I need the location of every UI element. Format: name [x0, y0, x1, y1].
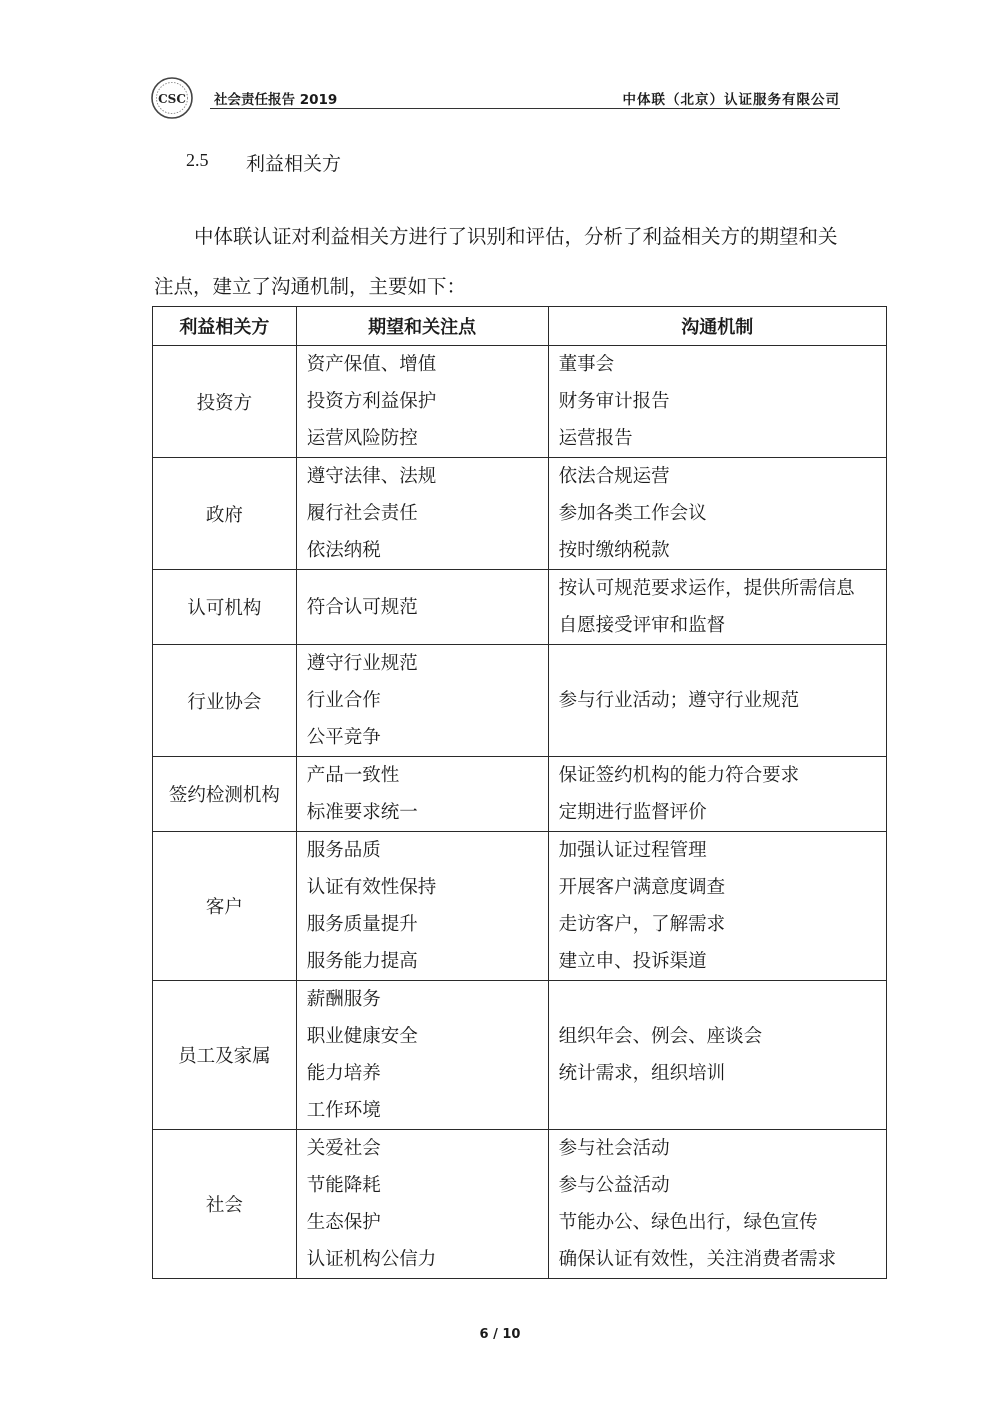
communication-item: 参加各类工作会议 — [558, 503, 707, 524]
table-row-accreditation — [153, 570, 887, 645]
expectation-item: 职业健康安全 — [306, 1026, 418, 1047]
communication-cell — [548, 645, 886, 757]
communication-cell — [548, 1130, 886, 1279]
communication-cell — [548, 458, 886, 570]
communication-cell — [548, 832, 886, 981]
header-stakeholder: 利益相关方 — [153, 307, 297, 346]
expectation-item: 产品一致性 — [306, 765, 400, 786]
stakeholder-cell: 客户 — [153, 832, 297, 981]
table-row-employees — [153, 981, 887, 1130]
expectation-item: 服务质量提升 — [306, 914, 418, 935]
expectations-cell — [296, 346, 548, 458]
expectations-cell — [296, 570, 548, 645]
expectation-item: 运营风险防控 — [306, 428, 418, 449]
communication-item: 参与公益活动 — [558, 1175, 670, 1196]
header-communication: 沟通机制 — [548, 307, 886, 346]
communication-item: 自愿接受评审和监督 — [558, 615, 726, 636]
table-row-customers — [153, 832, 887, 981]
communication-item: 组织年会、例会、座谈会 — [558, 1026, 763, 1047]
expectation-item: 服务能力提高 — [306, 951, 418, 972]
table-row-investors — [153, 346, 887, 458]
stakeholder-cell: 政府 — [153, 458, 297, 570]
expectation-item: 投资方利益保护 — [306, 391, 437, 412]
table-row-society — [153, 1130, 887, 1279]
communication-item: 走访客户，了解需求 — [558, 914, 726, 935]
table-header-row — [153, 307, 887, 346]
communication-cell — [548, 570, 886, 645]
expectation-item: 遵守法律、法规 — [306, 466, 437, 487]
report-title: 社会责任报告 2019 — [214, 92, 338, 108]
expectations-cell — [296, 645, 548, 757]
page-number: 6 / 10 — [479, 1327, 521, 1342]
expectation-item: 工作环境 — [306, 1100, 381, 1121]
expectation-item: 能力培养 — [306, 1063, 381, 1084]
communication-item: 保证签约机构的能力符合要求 — [558, 765, 800, 786]
communication-item: 参与社会活动 — [558, 1138, 670, 1159]
expectation-item: 认证有效性保持 — [306, 877, 437, 898]
page-header — [150, 72, 840, 122]
expectation-item: 生态保护 — [306, 1212, 381, 1233]
stakeholder-cell: 员工及家属 — [153, 981, 297, 1130]
communication-item: 依法合规运营 — [558, 466, 670, 487]
communication-item: 董事会 — [558, 354, 615, 375]
communication-cell — [548, 346, 886, 458]
stakeholder-cell: 签约检测机构 — [153, 757, 297, 832]
stakeholder-cell: 投资方 — [153, 346, 297, 458]
expectations-cell — [296, 458, 548, 570]
expectation-item: 薪酬服务 — [306, 989, 381, 1010]
section-title: 利益相关方 — [246, 153, 342, 175]
communication-item: 节能办公、绿色出行，绿色宣传 — [558, 1212, 818, 1233]
expectation-item: 符合认可规范 — [306, 596, 418, 618]
communication-item: 按时缴纳税款 — [558, 540, 670, 561]
stakeholder-cell: 认可机构 — [153, 570, 297, 645]
communication-item: 加强认证过程管理 — [558, 840, 707, 861]
table-row-testing-labs — [153, 757, 887, 832]
stakeholder-table — [152, 306, 887, 1279]
communication-item: 统计需求，组织培训 — [558, 1063, 726, 1084]
expectation-item: 节能降耗 — [306, 1175, 381, 1196]
communication-item: 参与行业活动；遵守行业规范 — [558, 690, 800, 711]
communication-cell — [548, 757, 886, 832]
expectation-item: 资产保值、增值 — [306, 354, 437, 375]
table-row-government — [153, 458, 887, 570]
expectation-item: 遵守行业规范 — [306, 653, 418, 674]
expectation-item: 服务品质 — [306, 840, 381, 861]
communication-item: 开展客户满意度调查 — [558, 877, 726, 898]
expectations-cell — [296, 981, 548, 1130]
stakeholder-cell: 行业协会 — [153, 645, 297, 757]
expectation-item: 公平竞争 — [306, 727, 381, 748]
intro-paragraph: 中体联认证对利益相关方进行了识别和评估，分析了利益相关方的期望和关注点，建立了沟通机制，主要如下： — [154, 225, 838, 298]
communication-item: 定期进行监督评价 — [558, 802, 707, 823]
communication-item: 建立申、投诉渠道 — [558, 951, 707, 972]
expectation-item: 标准要求统一 — [306, 802, 418, 823]
communication-item: 财务审计报告 — [558, 391, 670, 412]
expectations-cell — [296, 1130, 548, 1279]
expectations-cell — [296, 757, 548, 832]
expectation-item: 履行社会责任 — [306, 503, 418, 524]
expectation-item: 认证机构公信力 — [306, 1249, 437, 1270]
expectation-item: 行业合作 — [306, 690, 381, 711]
header-rule — [210, 108, 840, 109]
communication-cell — [548, 981, 886, 1130]
section-number: 2.5 — [186, 150, 209, 170]
csc-logo — [150, 76, 194, 120]
header-expectations: 期望和关注点 — [296, 307, 548, 346]
logo-text: CSC — [158, 92, 186, 106]
communication-item: 确保认证有效性，关注消费者需求 — [558, 1249, 837, 1270]
communication-item: 运营报告 — [558, 428, 633, 449]
expectation-item: 依法纳税 — [306, 540, 381, 561]
communication-item: 按认可规范要求运作，提供所需信息 — [558, 578, 855, 599]
expectations-cell — [296, 832, 548, 981]
company-name: 中体联（北京）认证服务有限公司 — [622, 92, 840, 108]
expectation-item: 关爱社会 — [306, 1138, 381, 1159]
stakeholder-cell: 社会 — [153, 1130, 297, 1279]
table-row-industry-association — [153, 645, 887, 757]
